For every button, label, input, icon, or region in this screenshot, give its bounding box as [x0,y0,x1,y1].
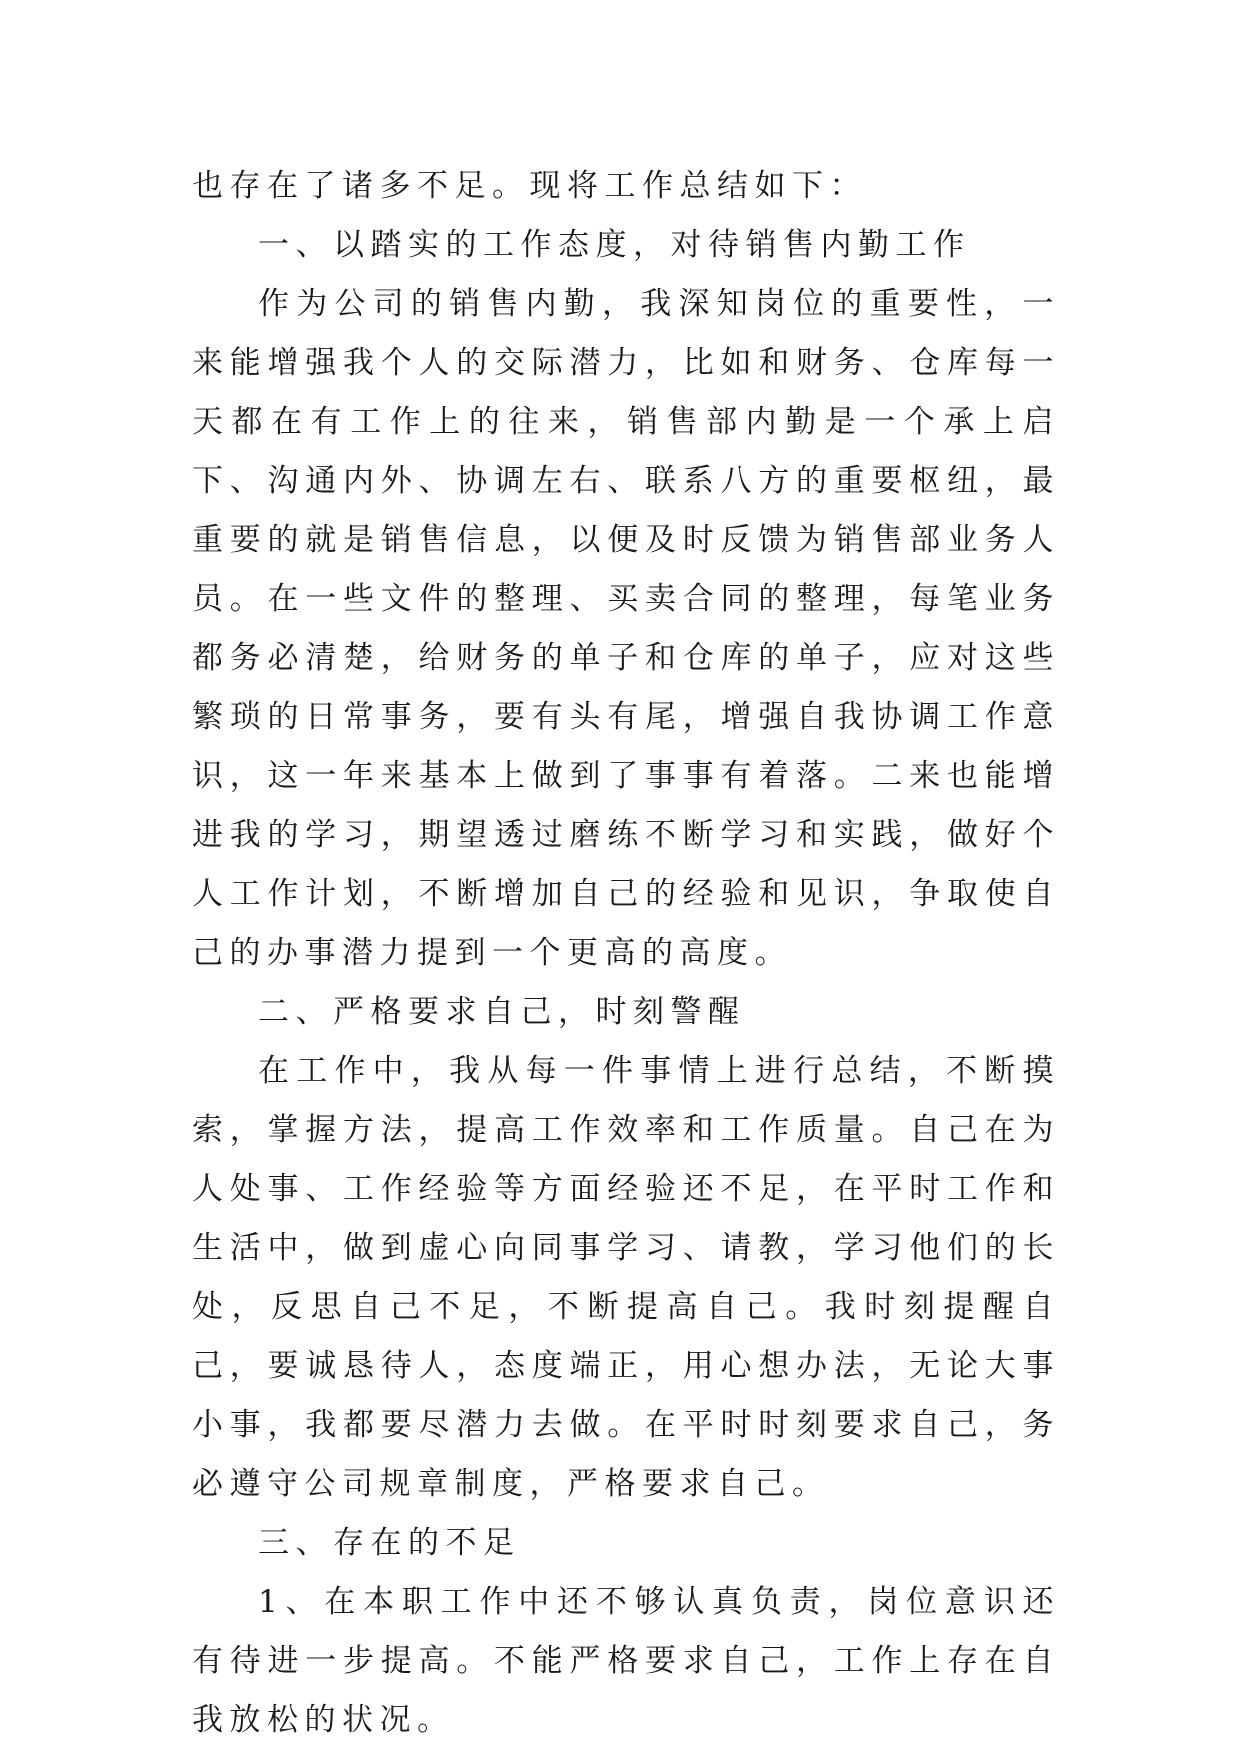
paragraph-intro-continuation: 也存在了诸多不足。现将工作总结如下： [192,168,867,204]
paragraph-section-1: 作为公司的销售内勤，我深知岗位的重要性，一来能增强我个人的交际潜力，比如和财务、仓库每一天都在有工作上的往来，销售部内勤是一个承上启下、沟通内外、协调左右、联系八方的重要枢纽，最重要的就是销售信息，以便及时反馈为销售部业务人员。在一些文件的整理、买卖合同的整理，每笔业务都务必清楚，给财务的单子和仓库的单子，应对这些繁琐的日常事务，要有头有尾，增强自我协调工作意识，这一年来基本上做到了事事有着落。二来也能增进我的学习，期望透过磨练不断学习和实践，做好个人工作计划，不断增加自己的经验和见识，争取使自己的办事潜力提到一个更高的高度。 [192,286,1060,971]
section-heading-1: 一、以踏实的工作态度，对待销售内勤工作 [258,227,971,263]
paragraph-section-3-item-1: 1、在本职工作中还不够认真负责，岗位意识还有待进一步提高。不能严格要求自己，工作上存在自我放松的状况。 [192,1584,1060,1738]
section-heading-3: 三、存在的不足 [258,1525,521,1561]
paragraph-section-2: 在工作中，我从每一件事情上进行总结，不断摸索，掌握方法，提高工作效率和工作质量。自己在为人处事、工作经验等方面经验还不足，在平时工作和生活中，做到虚心向同事学习、请教，学习他们的长处，反思自己不足，不断提高自己。我时刻提醒自己，要诚恳待人，态度端正，用心想办法，无论大事小事，我都要尽潜力去做。在平时时刻要求自己，务必遵守公司规章制度，严格要求自己。 [192,1053,1060,1502]
section-heading-2: 二、严格要求自己，时刻警醒 [258,994,746,1030]
document-body [192,157,1060,1750]
